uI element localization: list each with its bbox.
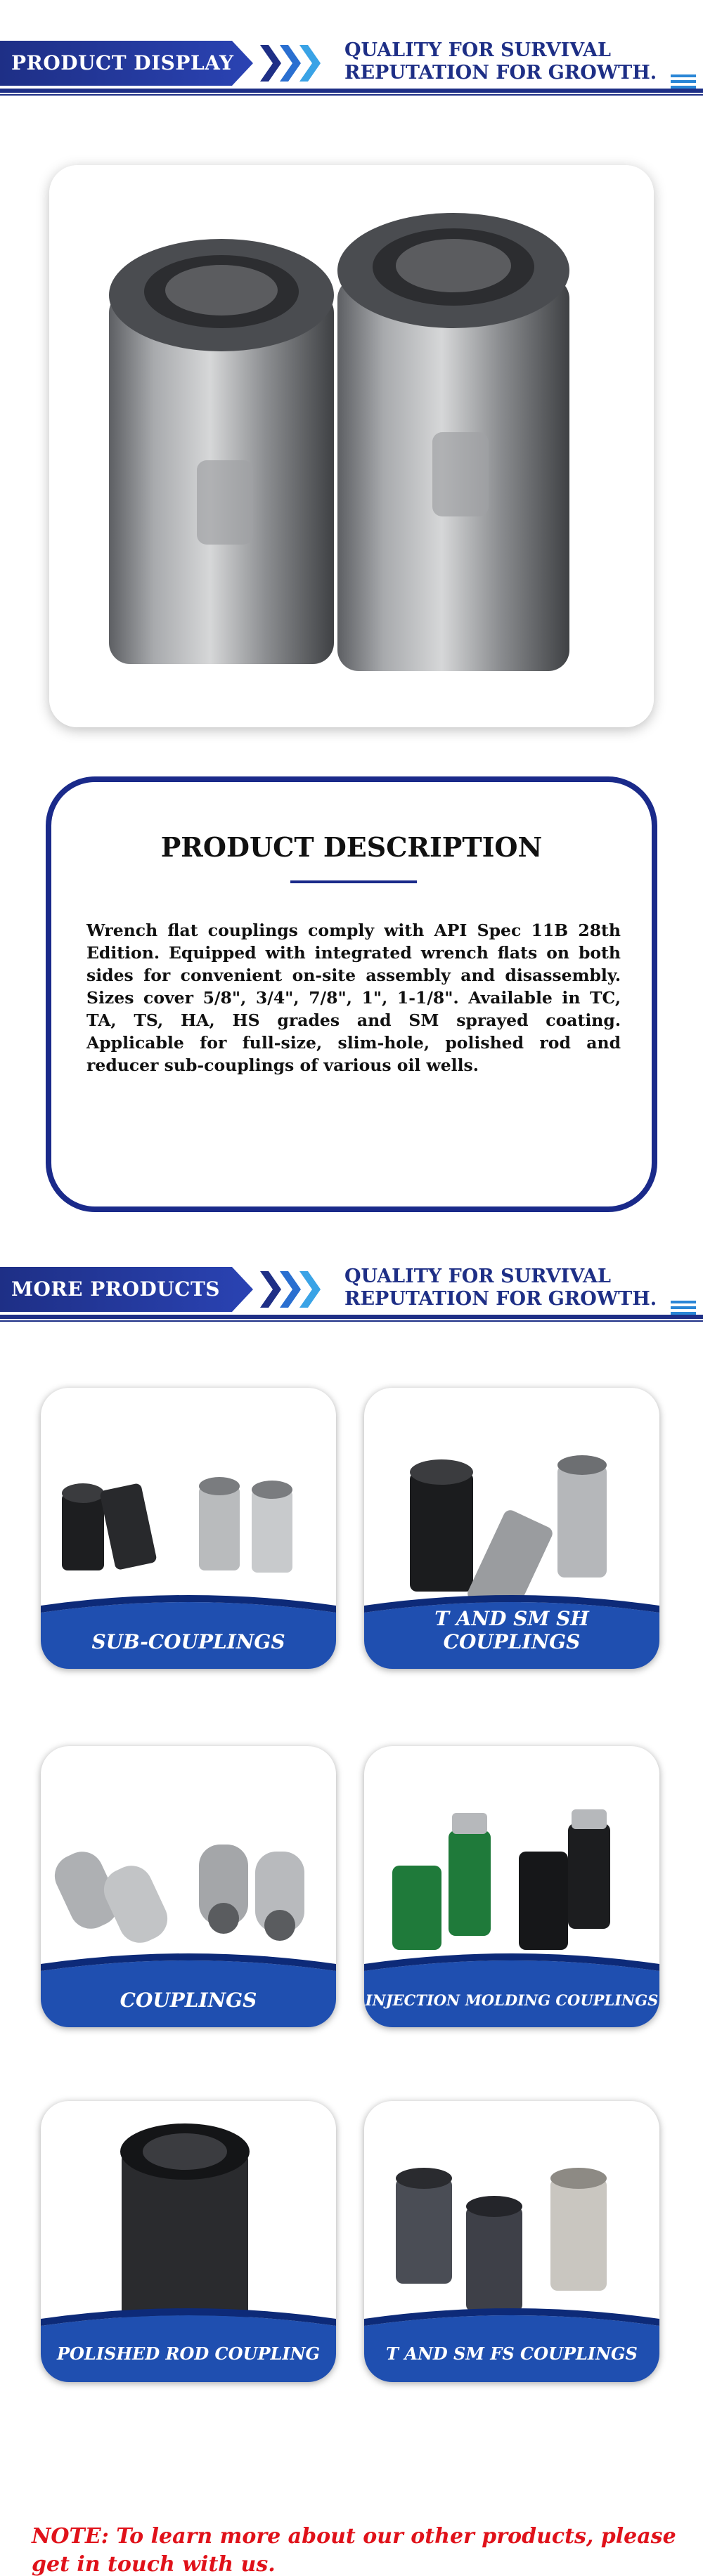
product-label: INJECTION MOLDING COUPLINGS — [365, 1991, 659, 2009]
slogan-line-1: QUALITY FOR SURVIVAL — [344, 1266, 611, 1287]
description-text: Wrench flat couplings comply with API Spec 11B 28th Edition. Equipped with integrated wrench flats on both sides for convenient on-site assembly and disassembly. Sizes cover 5/8", 3/4", 7/8", 1", 1-1/8". Available in TC, TA, TS, HA, HS grades and SM sprayed coating. Applicable for full-size, slim-hole, polished rod and reducer sub-couplings of various oil wells. — [86, 921, 621, 1075]
coupling-pair-image — [49, 165, 654, 727]
chevron-right-icon — [280, 1271, 301, 1308]
chevron-right-icon — [260, 1271, 281, 1308]
chevron-right-icon — [280, 45, 301, 82]
header-rule-thin — [0, 1320, 703, 1322]
contact-note: NOTE: To learn more about our other products, please get in touch with us. — [32, 2524, 676, 2576]
product-label: SUB-COUPLINGS — [91, 1630, 285, 1653]
product-description-card — [46, 776, 657, 1212]
slogan — [344, 1266, 682, 1310]
product-card-sub-couplings[interactable] — [41, 1388, 336, 1669]
section-tab-label: MORE PRODUCTS — [11, 1277, 220, 1301]
product-card-couplings[interactable] — [41, 1746, 336, 2027]
product-card-injection-molding-couplings[interactable] — [364, 1746, 659, 2027]
slogan-line-2: REPUTATION FOR GROWTH. — [344, 1288, 657, 1310]
product-display-header — [0, 35, 703, 91]
slogan-line-1: QUALITY FOR SURVIVAL — [344, 39, 611, 61]
product-label: COUPLINGS — [120, 1989, 257, 2012]
product-card-t-and-sm-sh-couplings[interactable] — [364, 1388, 659, 1669]
header-rule — [0, 1315, 703, 1319]
description-title: PRODUCT DESCRIPTION — [160, 831, 543, 863]
product-label: T AND SM SH COUPLINGS — [434, 1607, 589, 1653]
chevron-right-icon — [260, 45, 281, 82]
more-products-header — [0, 1261, 703, 1318]
slogan — [344, 39, 682, 84]
label-ribbon — [364, 2298, 659, 2382]
product-card-polished-rod-coupling[interactable] — [41, 2101, 336, 2382]
chevron-right-icon — [299, 45, 321, 82]
title-underline — [290, 880, 417, 883]
product-label: POLISHED ROD COUPLING — [56, 2343, 321, 2364]
product-photo-card — [49, 165, 654, 727]
label-ribbon — [364, 1943, 659, 2027]
label-ribbon — [41, 1943, 336, 2027]
slogan-line-2: REPUTATION FOR GROWTH. — [344, 62, 657, 84]
label-ribbon — [41, 1585, 336, 1669]
header-rule-thin — [0, 94, 703, 96]
chevron-right-icon — [299, 1271, 321, 1308]
header-rule — [0, 89, 703, 93]
product-card-t-and-sm-fs-couplings[interactable] — [364, 2101, 659, 2382]
product-label: T AND SM FS COUPLINGS — [386, 2343, 638, 2364]
section-tab-label: PRODUCT DISPLAY — [11, 51, 234, 74]
label-ribbon — [41, 2298, 336, 2382]
